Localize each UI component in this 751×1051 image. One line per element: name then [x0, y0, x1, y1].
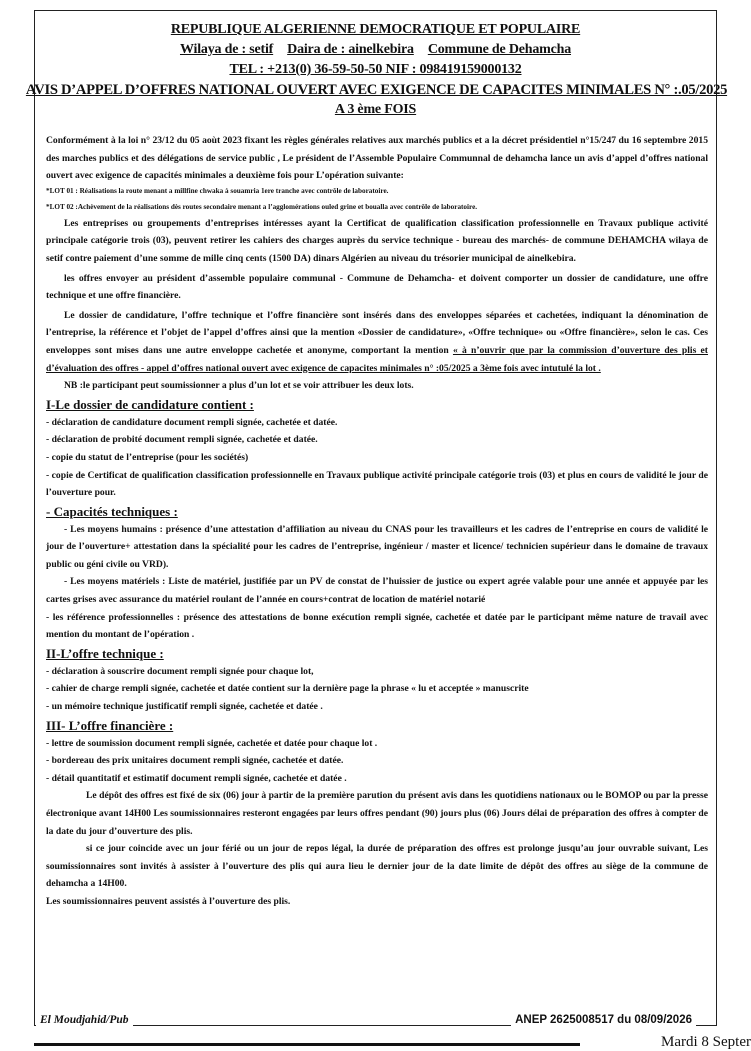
- entreprises-paragraph: Les entreprises ou groupements d’entreprises intéresses ayant la Certificat de qualification classification professionnelle en Travaux publique activité principale catégorie trois (03), peuvent retirer les cahiers des charges auprès du service technique - bureau des marchés- de commune DEHAMCHA wilaya de setif contre paiement d’une somme de mille cinq cents (1500 DA) dinars Algérien au niveau du trésorier municipal de ainelkebira.: [46, 217, 708, 264]
- intro-paragraph: Conformément à la loi n° 23/12 du 05 aoùt 2023 fixant les règles générales relatives aux marchés publics et a la décret présidentiel n°15/247 du 16 septembre 2015 des marches publics et des délégations de service public , Le président de l’Assemble Populaire Communnal de dehamcha lance un avis d’appel d’offres national ouvert avec exigence de capacités minimales a deuxième fois pour L’opération suivante:: [46, 135, 708, 182]
- dossier-text: Le dossier de candidature, l’offre technique et l’offre financière sont insérés dans des enveloppes séparées et cachetées, indiquant la dénomination de l’entreprise, la référence et l’objet de l’appel d’offres ainsi que la mention «Dossier de candidature», «Offre technique» ou «Offre financière», selon le cas. Ces enveloppes sont mises dans une autre enveloppe cachetée et anonyme, comportant la mention: [46, 309, 708, 356]
- dossier-paragraph: [46, 307, 708, 377]
- list-item: - copie de Certificat de qualification classification professionnelle en Travaux publique activité principale catégorie trois (03) et plus en cours de validité le jour de l’ouverture pour.: [46, 469, 708, 499]
- contact-line: TEL : +213(0) 36-59-50-50 NIF : 098419159000132: [229, 62, 522, 77]
- section-2-title: II-L’offre technique :: [46, 645, 164, 661]
- nb-note: NB :le participant peut soumissionner a plus d’un lot et se voir attribuer les deux lots.: [64, 380, 414, 392]
- list-item: - un mémoire technique justificatif rempli signée, cachetée et datée .: [46, 701, 323, 713]
- anep-reference: ANEP 2625008517 du 08/09/2026: [511, 1014, 696, 1026]
- capacites-title: - Capacités techniques :: [46, 503, 178, 519]
- list-item: - bordereau des prix unitaires document rempli signée, cachetée et datée.: [46, 755, 344, 767]
- section-3-title: III- L’offre financière :: [46, 717, 174, 733]
- moyens-humains: - Les moyens humains : présence d’une attestation d’affiliation au niveau du CNAS pour les travailleurs et les cadres de l’entreprise en cours de validité le jour de l’ouverture+ attestation dans la spécialité pour les cadres de l’entreprise, ingénieur / master et licence/ technicien supérieur dans le domaine de travaux public ou géni civile ou VRD).: [46, 523, 708, 570]
- offres-paragraph: les offres envoyer au président d’assemble populaire communal - Commune de Dehamcha- et doivent comporter un dossier de candidature, une offre technique et une offre financière.: [46, 272, 708, 302]
- lot-2: *LOT 02 :Achèvement de la réalisations dès routes secondaire menant a l’agglomérations ouled grine et boualla avec contrôle de laboratoire.: [46, 202, 478, 211]
- list-item: - détail quantitatif et estimatif document rempli signée, cachetée et datée .: [46, 772, 347, 784]
- notice-title: AVIS D’APPEL D’OFFRES NATIONAL OUVERT AVEC EXIGENCE DE CAPACITES MINIMALES N° :.05/2025: [25, 82, 728, 98]
- publication-credit: El Moudjahid/Pub: [36, 1014, 133, 1026]
- daira: Daira de : ainelkebira: [287, 42, 414, 57]
- list-item: - copie du statut de l’entreprise (pour les sociétés): [46, 451, 249, 463]
- wilaya: Wilaya de : setif: [179, 42, 274, 57]
- list-item: - déclaration de probité document rempli signée, cachetée et datée.: [46, 434, 318, 446]
- list-item: - déclaration de candidature document rempli signée, cachetée et datée.: [46, 416, 338, 428]
- list-item: - lettre de soumission document rempli signée, cachetée et datée pour chaque lot .: [46, 737, 378, 749]
- list-item: - cahier de charge rempli signée, cachetée et datée contient sur la dernière page la phrase « lu et acceptée » manuscrite: [46, 683, 529, 695]
- commune: Commune de Dehamcha: [427, 42, 572, 57]
- page-date: Mardi 8 Septer: [661, 1034, 751, 1050]
- notice-header: [25, 20, 728, 120]
- attempt-label: A 3 ème FOIS: [334, 102, 417, 117]
- depot-paragraph: Le dépôt des offres est fixé de six (06) jour à partir de la première parution du présent avis dans les quotidiens nationaux ou le BOMOP ou par la presse électronique avant 14H00 Les soumissionnaires resteront engagées par leurs offres pendant (90) jours plus (06) Jours délai de préparation des offres à compter de la date du jour d’ouverture des plis.: [46, 790, 708, 837]
- section-1-title: I-Le dossier de candidature contient :: [46, 396, 254, 412]
- assist-paragraph: Les soumissionnaires peuvent assistés à l’ouverture des plis.: [46, 895, 291, 907]
- references-pro: - les référence professionnelles : présence des attestations de bonne exécution rempli signée, cachetée et datée par le participant même nature de travail avec mention du montant de l’opération .: [46, 611, 708, 641]
- republic-title: REPUBLIQUE ALGERIENNE DEMOCRATIQUE ET POPULAIRE: [170, 22, 581, 37]
- notice-body: [46, 132, 708, 911]
- notice-footer: [36, 1014, 716, 1030]
- moyens-materiels: - Les moyens matériels : Liste de matériel, justifiée par un PV de constat de l’huissier de justice ou expert agrée valable pour une année et appuyée par les cartes grises avec assurance du matériel roulant de l’année en cours+contrat de location de matériel notarié: [46, 576, 708, 606]
- list-item: - déclaration à souscrire document rempli signée pour chaque lot,: [46, 665, 314, 677]
- ferie-paragraph: si ce jour coincide avec un jour férié ou un jour de repos légal, la durée de préparation des offres est prolonge jusqu’au jour ouvrable suivant, Les soumissionnaires sont invités à assister à l’ouverture des plis qui aura lieu le dernier jour de la date limite de dépôt des offres au siège de la commune de dehamcha a 14H00.: [46, 843, 708, 890]
- lot-1: *LOT 01 : Réalisations la route menant a millfine chwaka à souamria 1ere tranche avec contrôle de laboratoire.: [46, 186, 389, 195]
- page-rule: [34, 1043, 580, 1046]
- mention-text: « à n’ouvrir que par la commission d’ouverture des plis et d’évaluation des offres - appel d’offres national ouvert avec exigence de capacites minimales n° :05/2025 a 3ème fois avec intutulé la lot .: [46, 344, 709, 374]
- location-line: [34, 40, 717, 60]
